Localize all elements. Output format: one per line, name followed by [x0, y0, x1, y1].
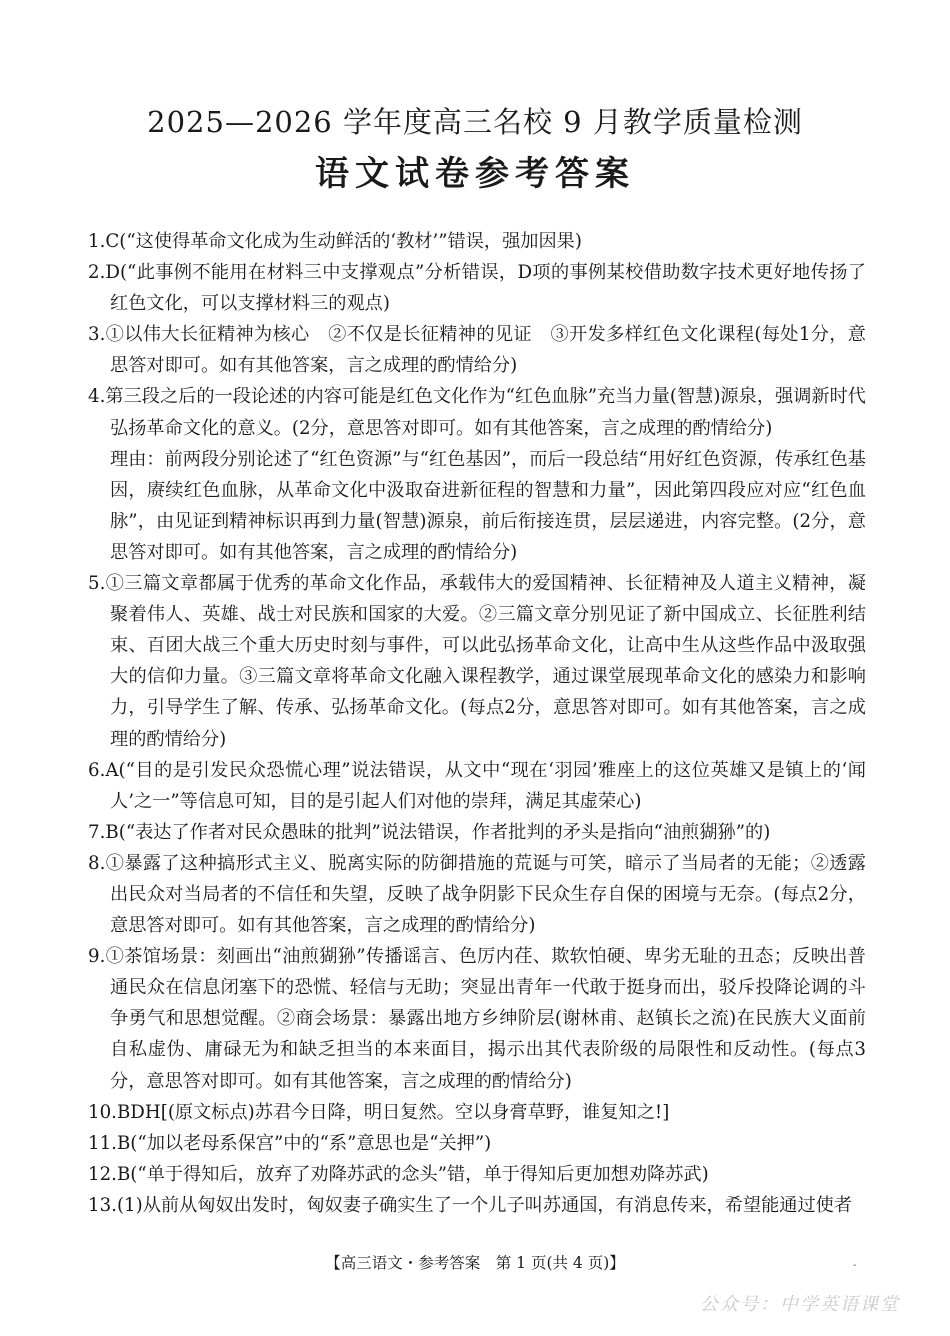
answer-item-4-reason: 理由：前两段分别论述了“红色资源”与“红色基因”，而后一段总结“用好红色资源，传承红色基因，赓续红色血脉，从革命文化中汲取奋进新征程的智慧和力量”，因此第四段应对应“红色血脉”，由见证到精神标识再到力量(智慧)源泉，前后衔接连贯，层层递进，内容完整。(2分，意思答对即可。如有其他答案，言之成理的酌情给分) — [110, 448, 866, 563]
item-number: 4. — [88, 386, 106, 408]
item-number: 6. — [88, 759, 106, 781]
item-number: 2. — [88, 262, 106, 284]
answer-item-10 — [88, 1097, 866, 1128]
answer-item-12 — [88, 1159, 866, 1190]
item-number: 7. — [88, 821, 106, 843]
answer-item-4 — [88, 381, 866, 443]
item-text: A(“目的是引发民众恐慌心理”说法错误，从文中“现在‘羽园’雅座上的这位英雄又是镇上的‘闻人’之一”等信息可知，目的是引起人们对他的崇拜，满足其虚荣心) — [105, 759, 866, 812]
item-number: 8. — [88, 852, 106, 874]
answer-item-5 — [88, 568, 866, 755]
answer-item-13 — [88, 1190, 866, 1221]
item-text: ①以伟大长征精神为核心 ②不仅是长征精神的见证 ③开发多样红色文化课程(每处1分，意思答对即可。如有其他答案，言之成理的酌情给分) — [105, 324, 866, 377]
answer-item-6 — [88, 755, 866, 817]
item-number: 3. — [88, 324, 106, 346]
answer-item-1 — [88, 226, 866, 257]
item-number: 11. — [88, 1132, 117, 1154]
answer-item-3 — [88, 319, 866, 381]
item-text: BDH[(原文标点)苏君今日降，明日复然。空以身膏草野，谁复知之!] — [116, 1101, 670, 1123]
watermark: 公众号：中学英语课堂 — [700, 1294, 900, 1315]
answer-item-7 — [88, 817, 866, 848]
answer-item-9 — [88, 941, 866, 1096]
answer-item-8 — [88, 848, 866, 941]
item-text: B(“表达了作者对民众愚昧的批判”说法错误，作者批判的矛头是指向“油煎猢狲”的) — [105, 821, 771, 843]
page-footer: 【高三语文・参考答案 第 1 页(共 4 页)】 — [325, 1254, 625, 1272]
item-number: 12. — [88, 1163, 117, 1185]
item-text: (1)从前从匈奴出发时，匈奴妻子确实生了一个儿子叫苏通国，有消息传来，希望能通过使者 — [116, 1194, 853, 1216]
item-text: D(“此事例不能用在材料三中支撑观点”分析错误，D项的事例某校借助数字技术更好地传扬了红色文化，可以支撑材料三的观点) — [105, 262, 866, 315]
item-text: ①暴露了这种搞形式主义、脱离实际的防御措施的荒诞与可笑，暗示了当局者的无能；②透露出民众对当局者的不信任和失望，反映了战争阴影下民众生存自保的困境与无奈。(每点2分，意思答对即可。如有其他答案，言之成理的酌情给分) — [105, 852, 866, 937]
page-title: 2025—2026 学年度高三名校 9 月教学质量检测 — [147, 105, 803, 139]
corner-mark: - — [853, 1260, 857, 1271]
item-number: 13. — [88, 1194, 117, 1216]
item-text: B(“单于得知后，放弃了劝降苏武的念头”错，单于得知后更加想劝降苏武) — [116, 1163, 709, 1185]
answer-item-11 — [88, 1128, 866, 1159]
item-number: 5. — [88, 573, 106, 595]
item-text: B(“加以老母系保宫”中的“系”意思也是“关押”) — [116, 1132, 492, 1154]
item-number: 9. — [88, 946, 106, 968]
item-number: 1. — [88, 231, 106, 252]
answer-list — [88, 226, 866, 1221]
item-text: ①茶馆场景：刻画出“油煎猢狲”传播谣言、色厉内荏、欺软怕硬、卑劣无耻的丑态；反映出普通民众在信息闭塞下的恐慌、轻信与无助；突显出青年一代敢于挺身而出，驳斥投降论调的斗争勇气和思想觉醒。②商会场景：暴露出地方乡绅阶层(谢林甫、赵镇长之流)在民族大义面前自私虚伪、庸碌无为和缺乏担当的本来面目，揭示出其代表阶级的局限性和反动性。(每点3分，意思答对即可。如有其他答案，言之成理的酌情给分) — [105, 946, 866, 1092]
item-text: C(“这使得革命文化成为生动鲜活的‘教材’”错误，强加因果) — [105, 231, 582, 252]
item-text: ①三篇文章都属于优秀的革命文化作品，承载伟大的爱国精神、长征精神及人道主义精神，凝聚着伟人、英雄、战士对民族和国家的大爱。②三篇文章分别见证了新中国成立、长征胜利结束、百团大战三个重大历史时刻与事件，可以此弘扬革命文化，让高中生从这些作品中汲取强大的信仰力量。③三篇文章将革命文化融入课程教学，通过课堂展现革命文化的感染力和影响力，引导学生了解、传承、弘扬革命文化。(每点2分，意思答对即可。如有其他答案，言之成理的酌情给分) — [105, 573, 866, 750]
item-text: 第三段之后的一段论述的内容可能是红色文化作为“红色血脉”充当力量(智慧)源泉，强调新时代弘扬革命文化的意义。(2分，意思答对即可。如有其他答案，言之成理的酌情给分) — [105, 386, 866, 439]
answer-item-2 — [88, 257, 866, 319]
item-number: 10. — [88, 1101, 117, 1123]
page-subtitle: 语文试卷参考答案 — [315, 154, 635, 194]
